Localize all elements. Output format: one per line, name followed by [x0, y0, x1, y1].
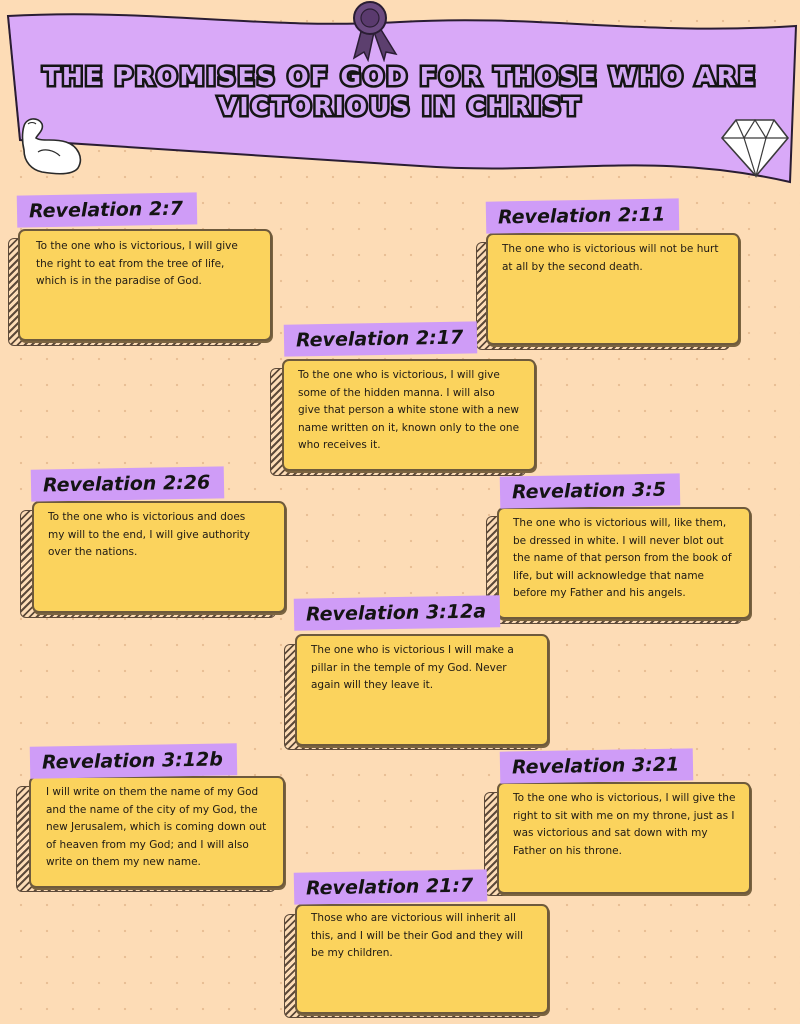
verse-reference: Revelation 2:11 — [486, 198, 680, 233]
promise-text: To the one who is victorious, I will give the right to eat from the tree of life, which is in the paradise of God. — [36, 240, 238, 288]
verse-reference: Revelation 2:26 — [31, 466, 225, 501]
verse-reference: Revelation 2:17 — [284, 321, 478, 356]
promise-text: The one who is victorious will, like them, be dressed in white. I will never blot out the name of that person from the book of life, but will acknowledge that name before my Father and his angels. — [513, 517, 732, 600]
title-line-1: THE PROMISES OF GOD FOR THOSE WHO ARE — [42, 62, 758, 91]
verse-reference: Revelation 3:21 — [500, 748, 694, 783]
promise-text: To the one who is victorious, I will give some of the hidden manna. I will also give that person a white stone with a new name written on it, known only to the one who receives it. — [298, 369, 520, 452]
promise-text: The one who is victorious I will make a pillar in the temple of my God. Never again will they leave it. — [311, 644, 514, 692]
verse-reference: Revelation 3:5 — [500, 473, 681, 508]
page-title — [40, 62, 760, 122]
title-line-2: VICTORIOUS IN CHRIST — [218, 92, 582, 121]
verse-reference: Revelation 3:12a — [294, 595, 501, 631]
ribbon-seal-icon — [344, 0, 404, 62]
diamond-icon — [718, 116, 792, 180]
promise-text: Those who are victorious will inherit all this, and I will be their God and they will be my children. — [311, 912, 524, 960]
promise-text: To the one who is victorious and does my will to the end, I will give authority over the nations. — [48, 511, 250, 559]
promise-text: To the one who is victorious, I will give the right to sit with me on my throne, just as I was victorious and sat down with my Father on his throne. — [513, 792, 736, 857]
verse-reference: Revelation 21:7 — [294, 869, 488, 904]
promise-text: The one who is victorious will not be hurt at all by the second death. — [502, 243, 719, 273]
promise-text: I will write on them the name of my God and the name of the city of my God, the new Jerusalem, which is coming down out of heaven from my God; and I will also write on them my new name. — [46, 786, 267, 869]
verse-reference: Revelation 3:12b — [30, 743, 237, 779]
verse-reference: Revelation 2:7 — [17, 192, 198, 227]
